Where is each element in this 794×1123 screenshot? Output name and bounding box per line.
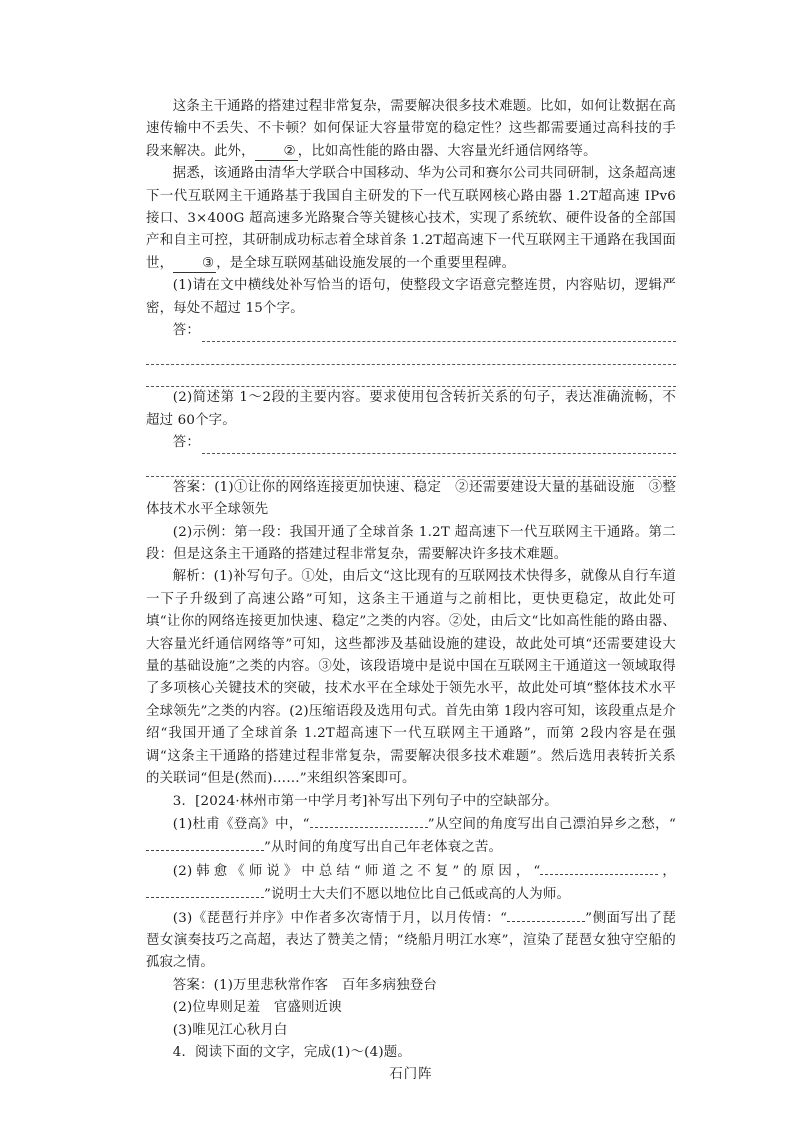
- question-3-answer-1: 答案：(1)万里悲秋常作客 百年多病独登台: [172, 977, 437, 993]
- item-text: ”侧面写出了琵琶女演奏技巧之高超，表达了赞美之情；“绕船月明江水寒”，渲染了琵琶女独守空船的孤寂之情。: [146, 910, 677, 971]
- answer-rule-row: [146, 365, 676, 387]
- question-3-answer-2: (2)位卑则足羞 官盛则近谀: [172, 1000, 342, 1016]
- fill-blank: [146, 836, 264, 851]
- answer-rule-row: [146, 342, 676, 364]
- analysis: 解析：(1)补写句子。①处，由后文“这比现有的互联网技术快得多，就像从自行车道一下子升级到了高速公路”可知，这条主干通道与之前相比，更快更稳定，故此处可填“让你的网络连接更加快速、稳定”之类的内容。②处，由后文“比如高性能的路由器、大容量光纤通信网络等”可知，这些都涉及基础设施的建设，故此处可填“还需要建设大量的基础设施”之类的内容。③处，该段语境中是说中国在互联网主干通道这一领域取得了多项核心关键技术的突破，技术水平在全球处于领先水平，故此处可填“整体技术水平全球领先”之类的内容。(2)压缩语段及选用句式。首先由第 1段内容可知，该段重点是介绍“我国开通了全球首条 1.2T超高速下一代互联网主干通路”，而第 2段内容是在强调“这条主干通路的搭建过程非常复杂，需要解决很多技术难题”。然后选用表转折关系的关联词“但是(然而)……”来组织答案即可。: [146, 569, 676, 787]
- item-text: ”从空间的角度写出自己漂泊异乡之愁，“: [427, 816, 676, 832]
- answer-rule: [146, 352, 676, 365]
- answer-rule: [202, 329, 676, 342]
- passage-title: 石门阵: [389, 1067, 433, 1083]
- question-3-answer-3: (3)唯见江心秋月白: [172, 1022, 288, 1038]
- paragraph-1-text-end: ，比如高性能的路由器、大容量光纤通信网络等。: [297, 143, 597, 159]
- item-text: (1)杜甫《登高》中，“: [172, 816, 310, 832]
- question-3-item-1: [146, 813, 676, 860]
- fill-blank: [507, 907, 585, 922]
- answer-line-q2: [146, 432, 676, 454]
- answer-rule-row: [146, 454, 676, 476]
- fill-blank: [146, 883, 264, 898]
- question-4-heading: 4．阅读下面的文字，完成(1)～(4)题。: [172, 1044, 411, 1060]
- paragraph-1-text: 这条主干通路的搭建过程非常复杂，需要解决很多技术难题。比如，如何让数据在高速传输中不丢失、不卡顿？如何保证大容量带宽的稳定性？这些都需要通过高科技的手段来解决。此外，: [146, 99, 676, 159]
- paragraph-2-text-end: ，是全球互联网基础设施发展的一个重要里程碑。: [216, 255, 516, 271]
- paragraph-2: [146, 163, 676, 275]
- question-2: (2)简述第 1～2段的主要内容。要求使用包含转折关系的句子，表达准确流畅，不超过 60个字。: [146, 390, 676, 428]
- item-text: ，: [658, 863, 676, 879]
- answer-rule: [202, 441, 676, 454]
- answer-2: (2)示例：第一段：我国开通了全球首条 1.2T 超高速下一代互联网主干通路。第二段：但是这条主干通路的搭建过程非常复杂，需要解决许多技术难题。: [146, 524, 676, 563]
- item-text: (3)《琵琶行并序》中作者多次寄情于月，以月传情：“: [172, 910, 508, 926]
- fill-blank: [540, 860, 658, 875]
- item-text: ”从时间的角度写出自己年老体衰之苦。: [264, 840, 503, 856]
- question-3-heading: 3．[2024·林州市第一中学月考]补写出下列句子中的空缺部分。: [172, 793, 558, 809]
- question-3-item-3: [146, 907, 676, 975]
- answer-line-q1: [146, 320, 676, 342]
- answer-1: 答案：(1)①让你的网络连接更加快速、稳定 ②还需要建设大量的基础设施 ③整体技术水平全球领先: [146, 479, 676, 518]
- answer-rule: [146, 374, 676, 387]
- fill-blank: [310, 813, 428, 828]
- question-1: (1)请在文中横线处补写恰当的语句，使整段文字语意完整连贯，内容贴切，逻辑严密，每处不超过 15个字。: [146, 278, 676, 316]
- question-3-item-2: [146, 860, 676, 907]
- paragraph-1: [146, 96, 676, 163]
- answer-label: 答：: [172, 323, 200, 339]
- answer-rule: [146, 464, 676, 477]
- paragraph-2-text: 据悉，该通路由清华大学联合中国移动、华为公司和赛尔公司共同研制，这条超高速下一代互联网主干通路基于我国自主研发的下一代互联网核心路由器 1.2T超高速 IPv6接口、3×400G 超高速多光路聚合等关键核心技术，实现了系统软、硬件设备的全部国产和自主可控，其研制成功标志着全球首条 1.2T超高速下一代互联网主干通路在我国面世，: [146, 166, 676, 271]
- blank-3: ③: [173, 256, 216, 273]
- document-page: [146, 96, 676, 1087]
- answer-label: 答：: [172, 435, 200, 451]
- item-text: (2)韩愈《师说》中总结“师道之不复”的原因，“: [172, 863, 541, 879]
- blank-2: ②: [255, 144, 298, 161]
- item-text: ”说明士大夫们不愿以地位比自己低或高的人为师。: [264, 887, 571, 903]
